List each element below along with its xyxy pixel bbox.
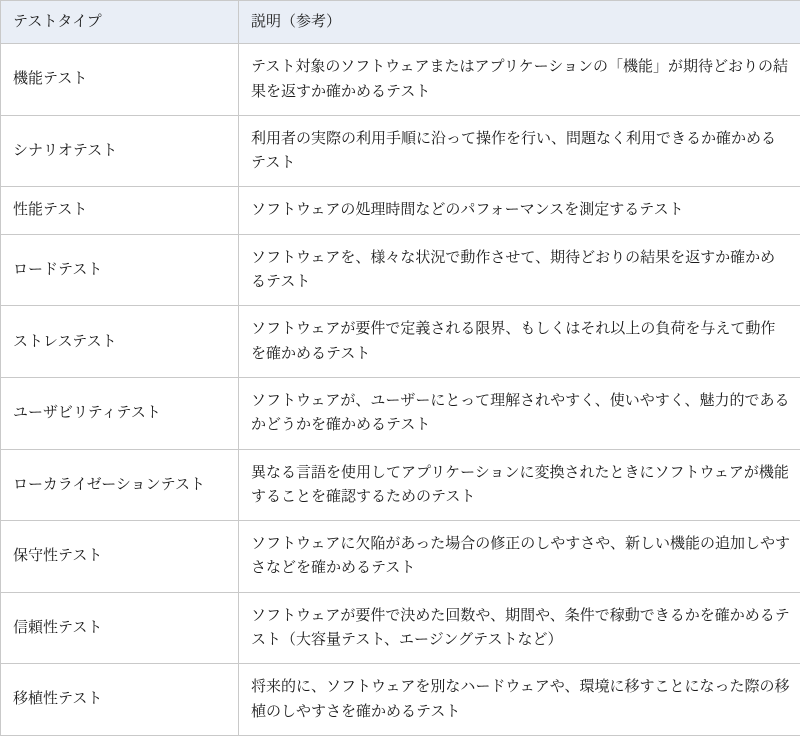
cell-test-type: 保守性テスト xyxy=(1,521,239,593)
cell-description: ソフトウェアが、ユーザーにとって理解されやすく、使いやすく、魅力的であるかどうかを確かめるテスト xyxy=(239,377,800,449)
cell-description: ソフトウェアが要件で定義される限界、もしくはそれ以上の負荷を与えて動作を確かめるテスト xyxy=(239,306,800,378)
table-row xyxy=(1,187,800,234)
cell-test-type: ストレステスト xyxy=(1,306,239,378)
cell-description: 利用者の実際の利用手順に沿って操作を行い、問題なく利用できるか確かめるテスト xyxy=(239,115,800,187)
table-row xyxy=(1,664,800,736)
table-row xyxy=(1,449,800,521)
cell-test-type: 移植性テスト xyxy=(1,664,239,736)
cell-test-type: 性能テスト xyxy=(1,187,239,234)
table-row xyxy=(1,115,800,187)
table-row xyxy=(1,592,800,664)
cell-description: テスト対象のソフトウェアまたはアプリケーションの「機能」が期待どおりの結果を返すか確かめるテスト xyxy=(239,44,800,116)
cell-description: ソフトウェアの処理時間などのパフォーマンスを測定するテスト xyxy=(239,187,800,234)
cell-test-type: ローカライゼーションテスト xyxy=(1,449,239,521)
cell-test-type: シナリオテスト xyxy=(1,115,239,187)
cell-description: 将来的に、ソフトウェアを別なハードウェアや、環境に移すことになった際の移植のしやすさを確かめるテスト xyxy=(239,664,800,736)
cell-description: ソフトウェアに欠陥があった場合の修正のしやすさや、新しい機能の追加しやすさなどを確かめるテスト xyxy=(239,521,800,593)
cell-test-type: ユーザビリティテスト xyxy=(1,377,239,449)
table-row xyxy=(1,234,800,306)
table-row xyxy=(1,44,800,116)
cell-test-type: 機能テスト xyxy=(1,44,239,116)
column-header-test-type: テストタイプ xyxy=(1,1,239,44)
table-row xyxy=(1,306,800,378)
cell-description: ソフトウェアが要件で決めた回数や、期間や、条件で稼動できるかを確かめるテスト（大容量テスト、エージングテストなど） xyxy=(239,592,800,664)
column-header-description: 説明（参考） xyxy=(239,1,800,44)
cell-description: 異なる言語を使用してアプリケーションに変換されたときにソフトウェアが機能することを確認するためのテスト xyxy=(239,449,800,521)
cell-test-type: 信頼性テスト xyxy=(1,592,239,664)
table-row xyxy=(1,377,800,449)
table-row xyxy=(1,521,800,593)
cell-description: ソフトウェアを、様々な状況で動作させて、期待どおりの結果を返すか確かめるテスト xyxy=(239,234,800,306)
table-body xyxy=(1,44,800,736)
cell-test-type: ロードテスト xyxy=(1,234,239,306)
table-header xyxy=(1,1,800,44)
table-header-row xyxy=(1,1,800,44)
